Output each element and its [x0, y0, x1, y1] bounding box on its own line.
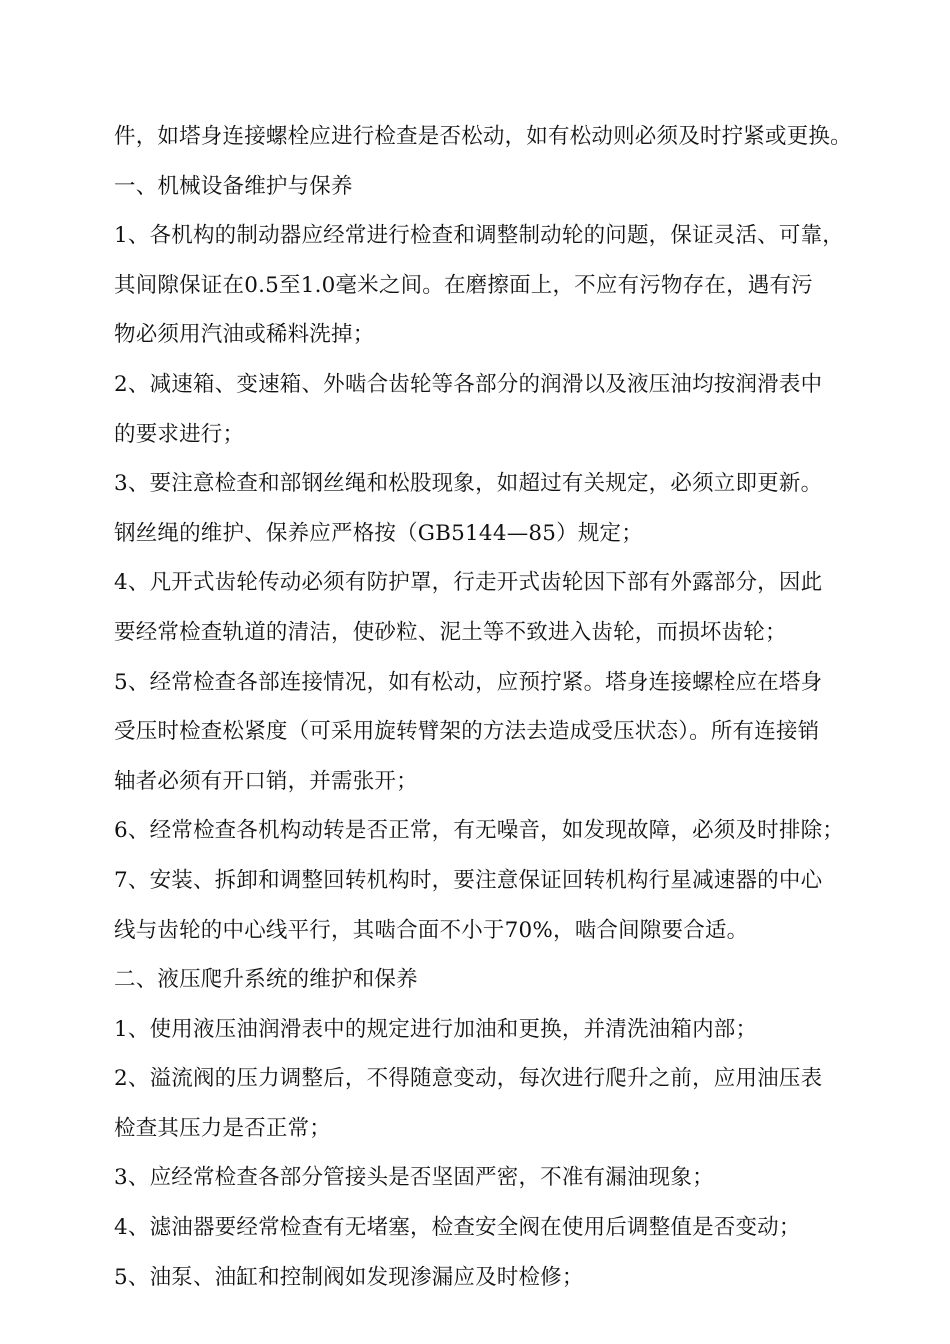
text-line: 受压时检查松紧度（可采用旋转臂架的方法去造成受压状态）。所有连接销 — [114, 719, 820, 745]
text-line: 4、滤油器要经常检查有无堵塞，检查安全阀在使用后调整值是否变动； — [114, 1215, 801, 1241]
text-line: 1、各机构的制动器应经常进行检查和调整制动轮的问题，保证灵活、可靠， — [114, 223, 844, 249]
text-line: 6、经常检查各机构动转是否正常，有无噪音，如发现故障，必须及时排除； — [114, 818, 844, 844]
text-line: 5、经常检查各部连接情况，如有松动，应预拧紧。塔身连接螺栓应在塔身 — [114, 669, 823, 695]
text-line: 5、油泵、油缸和控制阀如发现渗漏应及时检修； — [114, 1264, 584, 1290]
text-line: 7、安装、拆卸和调整回转机构时，要注意保证回转机构行星减速器的中心 — [114, 867, 823, 893]
text-line: 1、使用液压油润滑表中的规定进行加油和更换，并清洗油箱内部； — [114, 1016, 758, 1042]
text-line: 3、应经常检查各部分管接头是否坚固严密，不准有漏油现象； — [114, 1165, 714, 1191]
text-line: 轴者必须有开口销，并需张开； — [114, 768, 418, 794]
text-line: 的要求进行； — [114, 421, 245, 447]
text-line: 4、凡开式齿轮传动必须有防护罩，行走开式齿轮因下部有外露部分，因此 — [114, 570, 823, 596]
text-line: 3、要注意检查和部钢丝绳和松股现象，如超过有关规定，必须立即更新。 — [114, 471, 823, 497]
text-line: 2、溢流阀的压力调整后，不得随意变动，每次进行爬升之前，应用油压表 — [114, 1066, 823, 1092]
text-line: 其间隙保证在0.5至1.0毫米之间。在磨擦面上，不应有污物存在，遇有污 — [114, 272, 813, 298]
text-line: 线与齿轮的中心线平行，其啮合面不小于70%，啮合间隙要合适。 — [114, 917, 749, 943]
section-heading: 一、机械设备维护与保养 — [114, 173, 353, 199]
text-line: 要经常检查轨道的清洁，使砂粒、泥土等不致进入齿轮，而损坏齿轮； — [114, 619, 787, 645]
text-line: 钢丝绳的维护、保养应严格按（GB5144—85）规定； — [114, 520, 643, 546]
body-text — [114, 112, 874, 1302]
text-line: 件，如塔身连接螺栓应进行检查是否松动，如有松动则必须及时拧紧或更换。 — [114, 124, 852, 149]
text-line: 物必须用汽油或稀料洗掉； — [114, 322, 375, 348]
text-line: 检查其压力是否正常； — [114, 1115, 332, 1141]
section-heading: 二、液压爬升系统的维护和保养 — [114, 967, 418, 993]
text-line: 2、减速箱、变速箱、外啮合齿轮等各部分的润滑以及液压油均按润滑表中 — [114, 371, 823, 397]
